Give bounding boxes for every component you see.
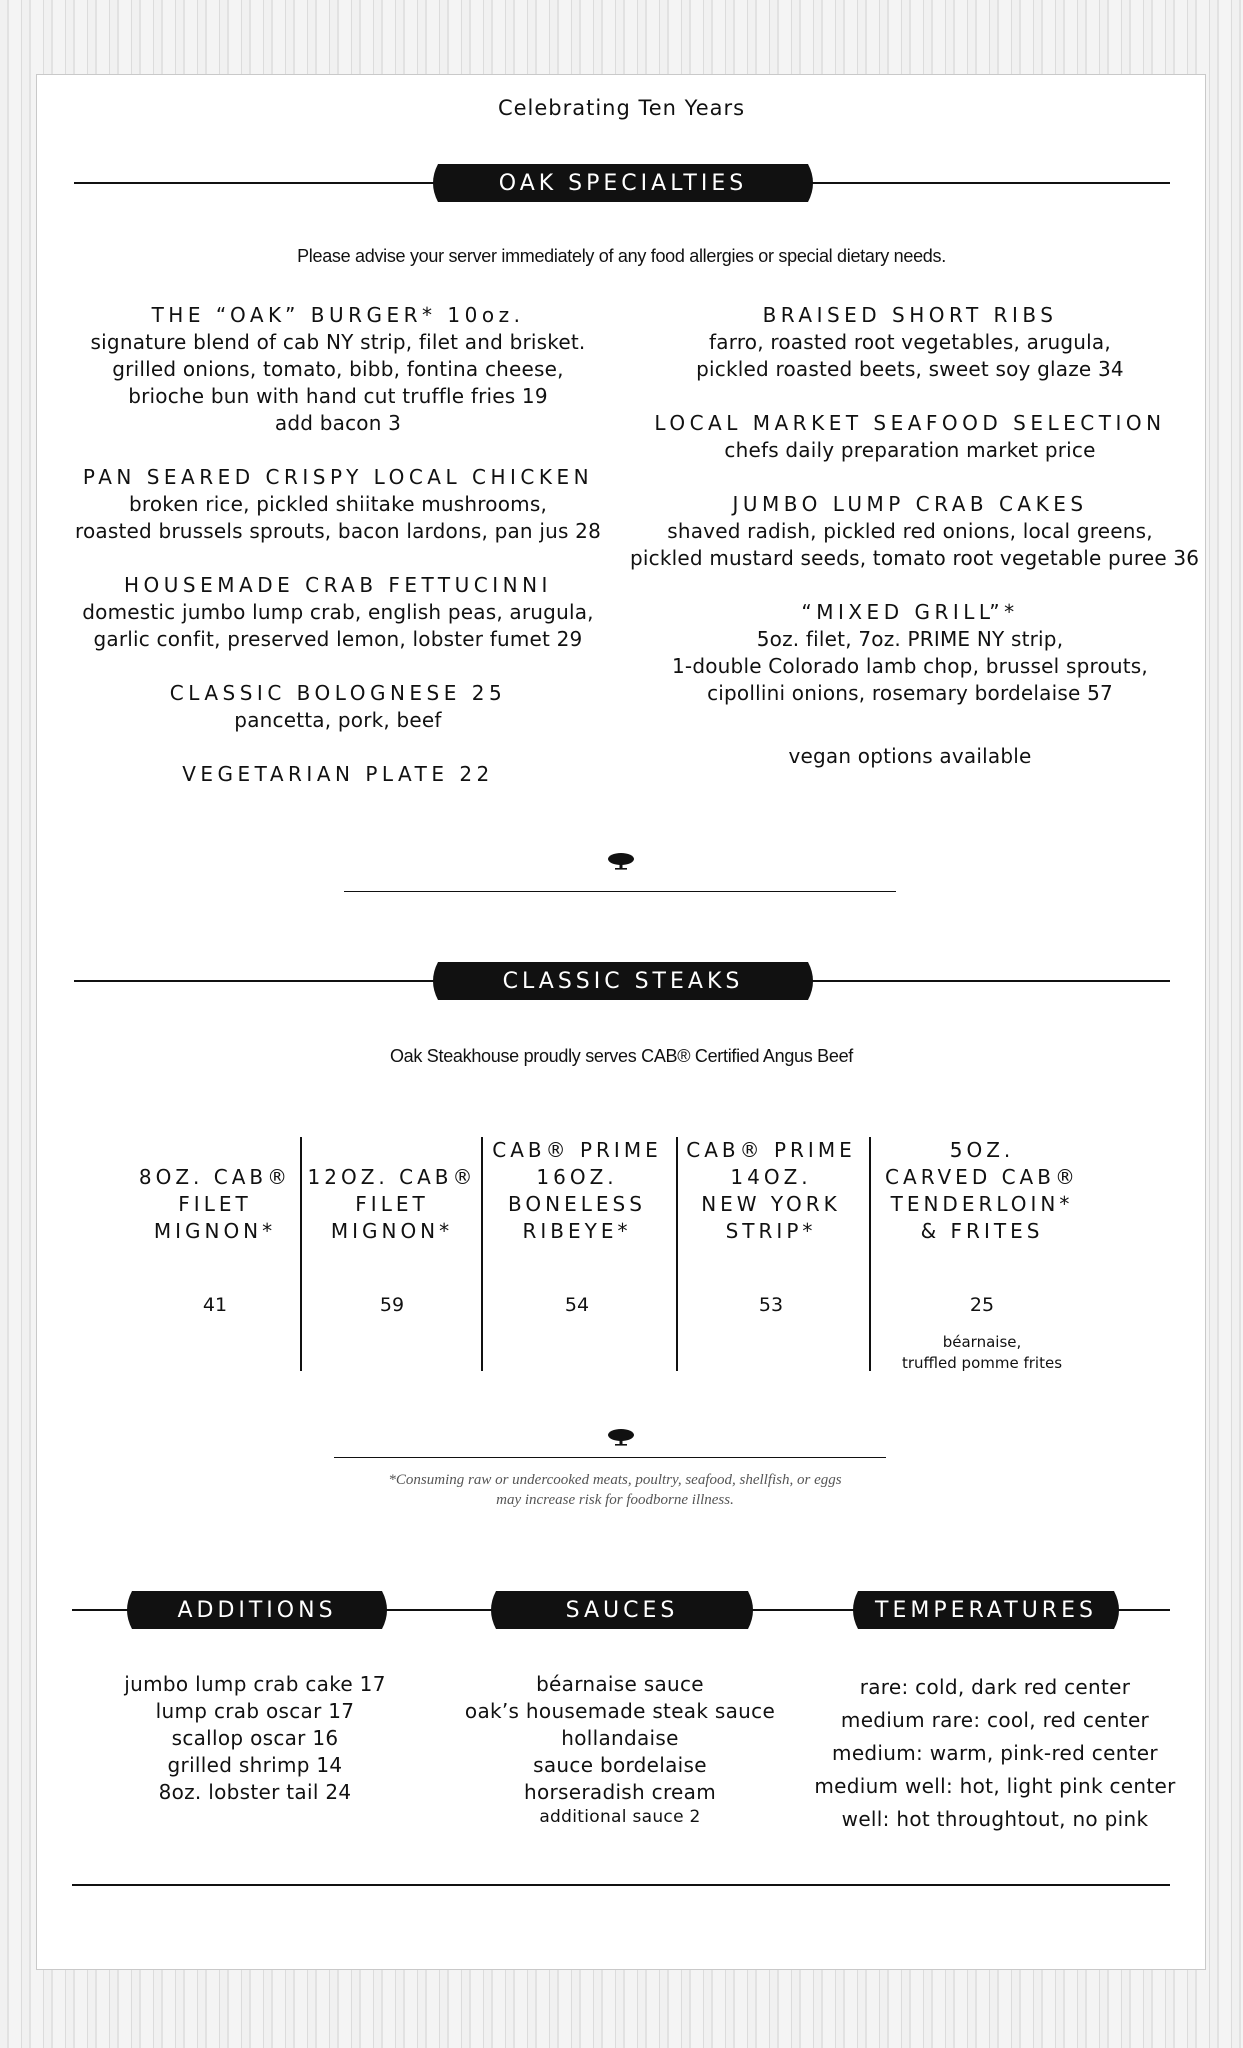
menu-item-name: LOCAL MARKET SEAFOOD SELECTION bbox=[654, 411, 1166, 435]
steak-divider bbox=[869, 1137, 871, 1371]
oak-specialties-title: OAK SPECIALTIES bbox=[498, 170, 748, 196]
additions-title: ADDITIONS bbox=[177, 1597, 337, 1623]
steak-name bbox=[671, 1137, 871, 1245]
description-line: signature blend of cab NY strip, filet and brisket. bbox=[90, 330, 586, 354]
menu-item bbox=[630, 410, 1190, 464]
steak-name-line: CARVED CAB® bbox=[885, 1165, 1079, 1189]
steak-price: 53 bbox=[758, 1294, 784, 1316]
description-line: 5oz. filet, 7oz. PRIME NY strip, bbox=[756, 627, 1064, 651]
menu-item bbox=[58, 464, 618, 545]
steak-name-line: MIGNON* bbox=[330, 1219, 454, 1243]
menu-item-name: VEGETARIAN PLATE 22 bbox=[182, 762, 494, 786]
steak-note bbox=[872, 1332, 1092, 1374]
menu-item bbox=[630, 491, 1200, 572]
steak-price: 54 bbox=[564, 1294, 590, 1316]
classic-steaks-rule-right bbox=[812, 980, 1170, 982]
steak-note-line: truffled pomme frites bbox=[901, 1354, 1063, 1372]
menu-item-description bbox=[58, 329, 618, 437]
description-line: roasted brussels sprouts, bacon lardons, pan jus 28 bbox=[74, 519, 602, 543]
steak-name-line: & FRITES bbox=[920, 1219, 1044, 1243]
description-line: shaved radish, pickled red onions, local greens, bbox=[667, 519, 1153, 543]
menu-item-name: “MIXED GRILL”* bbox=[801, 600, 1019, 624]
menu-item-name: JUMBO LUMP CRAB CAKES bbox=[732, 492, 1088, 516]
steak-note-line: béarnaise, bbox=[942, 1333, 1022, 1351]
description-line: pancetta, pork, beef bbox=[234, 708, 442, 732]
description-line: add bacon 3 bbox=[274, 411, 402, 435]
section-divider bbox=[344, 891, 896, 892]
bottom-rule bbox=[72, 1884, 1170, 1886]
oak-specialties-right-column bbox=[630, 302, 1200, 734]
menu-item-description bbox=[58, 491, 618, 545]
list-item: scallop oscar 16 bbox=[171, 1726, 339, 1750]
warning-line: may increase risk for foodborne illness. bbox=[496, 1492, 734, 1508]
steak-name-line: FILET bbox=[178, 1192, 252, 1216]
steak-name-line: 5OZ. bbox=[949, 1138, 1015, 1162]
menu-item-description bbox=[630, 329, 1190, 383]
steak-name-line: 14OZ. bbox=[730, 1165, 812, 1189]
oak-tree-icon bbox=[607, 1428, 635, 1446]
oak-specialties-banner bbox=[428, 164, 818, 202]
list-item: jumbo lump crab cake 17 bbox=[124, 1672, 386, 1696]
classic-steaks-banner bbox=[428, 962, 818, 1000]
list-item: rare: cold, dark red center bbox=[859, 1675, 1131, 1699]
classic-steaks-title: CLASSIC STEAKS bbox=[502, 968, 744, 994]
list-item: medium: warm, pink-red center bbox=[832, 1741, 1158, 1765]
steak-price: 59 bbox=[379, 1294, 405, 1316]
sauces-title: SAUCES bbox=[565, 1597, 679, 1623]
menu-item-name: PAN SEARED CRISPY LOCAL CHICKEN bbox=[82, 465, 594, 489]
list-item: medium well: hot, light pink center bbox=[814, 1774, 1176, 1798]
classic-steaks-rule-left bbox=[74, 980, 434, 982]
list-item: sauce bordelaise bbox=[533, 1753, 707, 1777]
steak-name-line: FILET bbox=[355, 1192, 429, 1216]
menu-item-name: HOUSEMADE CRAB FETTUCINNI bbox=[124, 573, 552, 597]
cab-intro: Oak Steakhouse proudly serves CAB® Certified Angus Beef bbox=[389, 1046, 853, 1066]
oak-tree-icon bbox=[607, 852, 635, 870]
steak-name bbox=[477, 1137, 677, 1245]
additions-banner bbox=[122, 1591, 392, 1629]
section-divider bbox=[334, 1457, 886, 1458]
menu-item bbox=[58, 572, 618, 653]
description-line: broken rice, pickled shiitake mushrooms, bbox=[128, 492, 548, 516]
list-item: hollandaise bbox=[561, 1726, 679, 1750]
temperatures-banner bbox=[848, 1591, 1124, 1629]
description-line: pickled roasted beets, sweet soy glaze 34 bbox=[696, 357, 1124, 381]
additions-list bbox=[80, 1671, 430, 1806]
steak-name bbox=[115, 1164, 315, 1245]
menu-item-description bbox=[630, 437, 1190, 464]
sauces-banner bbox=[486, 1591, 758, 1629]
list-item: lump crab oscar 17 bbox=[155, 1699, 355, 1723]
menu-item-name: THE “OAK” BURGER* 10oz. bbox=[151, 303, 525, 327]
menu-item-description bbox=[58, 599, 618, 653]
steak-name-line: CAB® PRIME bbox=[686, 1138, 856, 1162]
steak-divider bbox=[481, 1137, 483, 1371]
list-item: well: hot throughtout, no pink bbox=[841, 1807, 1149, 1831]
menu-item bbox=[58, 761, 618, 788]
description-line: pickled mustard seeds, tomato root vegetable puree 36 bbox=[630, 546, 1200, 570]
steak-name-line: TENDERLOIN* bbox=[890, 1192, 1074, 1216]
steak-name-line: 12OZ. CAB® bbox=[307, 1165, 477, 1189]
menu-item bbox=[58, 302, 618, 437]
description-line: garlic confit, preserved lemon, lobster fumet 29 bbox=[93, 627, 583, 651]
steak-name-line: 16OZ. bbox=[536, 1165, 618, 1189]
additional-sauce-note: additional sauce 2 bbox=[539, 1807, 701, 1827]
steak-name-line: MIGNON* bbox=[153, 1219, 277, 1243]
description-line: farro, roasted root vegetables, arugula, bbox=[709, 330, 1111, 354]
list-item: béarnaise sauce bbox=[536, 1672, 704, 1696]
description-line: 1-double Colorado lamb chop, brussel sprouts, bbox=[672, 654, 1148, 678]
list-item: horseradish cream bbox=[524, 1780, 716, 1804]
steak-name-line: NEW YORK bbox=[701, 1192, 841, 1216]
allergy-notice: Please advise your server immediately of any food allergies or special dietary needs. bbox=[297, 246, 946, 266]
oak-specialties-rule-right bbox=[812, 182, 1170, 184]
description-line: brioche bun with hand cut truffle fries 19 bbox=[128, 384, 548, 408]
steak-name-line: CAB® PRIME bbox=[492, 1138, 662, 1162]
list-item: medium rare: cool, red center bbox=[840, 1708, 1150, 1732]
menu-item-name: CLASSIC BOLOGNESE 25 bbox=[169, 681, 507, 705]
steak-name-line: 8OZ. CAB® bbox=[138, 1165, 292, 1189]
steak-name-line: RIBEYE* bbox=[522, 1219, 632, 1243]
tagline: Celebrating Ten Years bbox=[497, 96, 746, 120]
menu-item-description bbox=[630, 626, 1190, 707]
menu-item bbox=[630, 302, 1190, 383]
menu-item-name: BRAISED SHORT RIBS bbox=[762, 303, 1058, 327]
steak-price: 25 bbox=[969, 1294, 995, 1316]
steak-price: 41 bbox=[202, 1294, 228, 1316]
description-line: cipollini onions, rosemary bordelaise 57 bbox=[707, 681, 1113, 705]
temperatures-list bbox=[800, 1671, 1190, 1836]
list-item: 8oz. lobster tail 24 bbox=[158, 1780, 352, 1804]
steak-divider bbox=[300, 1137, 302, 1371]
description-line: chefs daily preparation market price bbox=[724, 438, 1096, 462]
description-line: grilled onions, tomato, bibb, fontina cheese, bbox=[112, 357, 564, 381]
oak-specialties-rule-left bbox=[74, 182, 434, 184]
sauces-list bbox=[440, 1671, 800, 1828]
steak-divider bbox=[676, 1137, 678, 1371]
oak-specialties-left-column bbox=[58, 302, 618, 815]
raw-food-warning bbox=[335, 1470, 895, 1510]
temperatures-title: TEMPERATURES bbox=[875, 1597, 1097, 1623]
warning-line: *Consuming raw or undercooked meats, poultry, seafood, shellfish, or eggs bbox=[388, 1472, 842, 1488]
steak-name-line: STRIP* bbox=[725, 1219, 817, 1243]
list-item: grilled shrimp 14 bbox=[167, 1753, 343, 1777]
menu-item-description bbox=[58, 707, 618, 734]
steak-name bbox=[882, 1137, 1082, 1245]
menu-item bbox=[58, 680, 618, 734]
steak-name bbox=[292, 1164, 492, 1245]
menu-item-description bbox=[630, 518, 1200, 572]
list-item: oak’s housemade steak sauce bbox=[464, 1699, 776, 1723]
menu-item bbox=[630, 599, 1190, 707]
description-line: domestic jumbo lump crab, english peas, arugula, bbox=[82, 600, 594, 624]
steak-name-line: BONELESS bbox=[508, 1192, 646, 1216]
vegan-note: vegan options available bbox=[788, 744, 1032, 768]
